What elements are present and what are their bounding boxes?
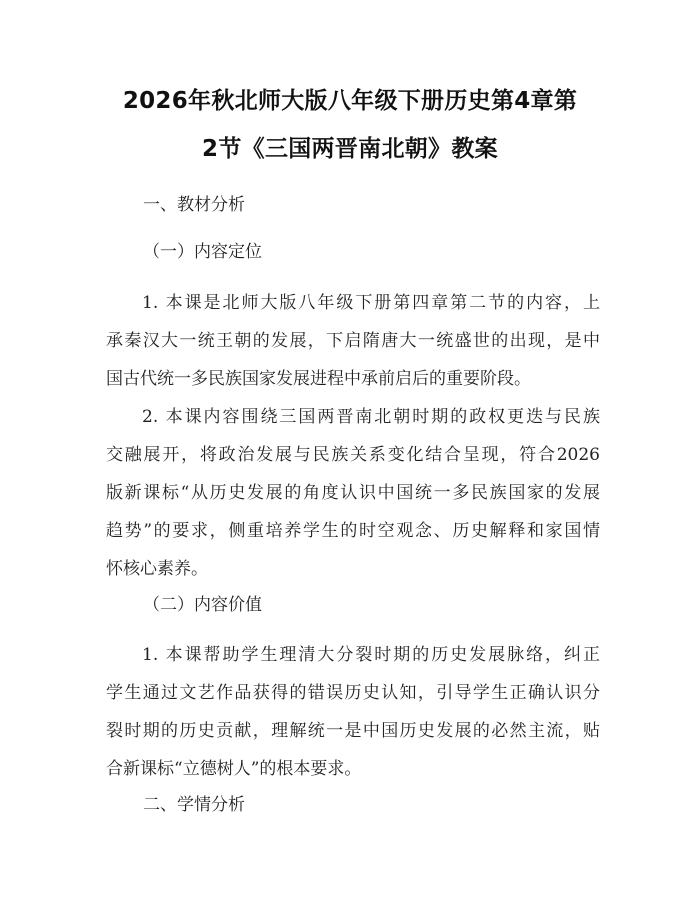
paragraph-3-line-3: 裂时期的历史贡献，理解统一是中国历史发展的必然主流，贴: [106, 721, 600, 741]
subsection-heading-content-value: （二）内容价值: [143, 595, 262, 615]
paragraph-2-line-5: 怀核心素养。: [106, 559, 208, 579]
paragraph-3-line-2: 学生通过文艺作品获得的错误历史认知，引导学生正确认识分: [106, 683, 600, 703]
paragraph-1: [106, 284, 600, 398]
paragraph-2-line-1: 2. 本课内容围绕三国两晋南北朝时期的政权更迭与民族: [142, 407, 600, 427]
paragraph-3-line-4: 合新课标“立德树人”的根本要求。: [106, 759, 362, 779]
paragraph-3-line-1: 1. 本课帮助学生理清大分裂时期的历史发展脉络，纠正: [142, 645, 600, 665]
section-heading-learner-analysis: 二、学情分析: [143, 795, 245, 815]
subsection-heading-content-positioning: （一）内容定位: [143, 242, 262, 262]
paragraph-2: [106, 398, 600, 588]
paragraph-1-line-1: 1. 本课是北师大版八年级下册第四章第二节的内容，上: [142, 293, 600, 313]
paragraph-2-line-4: 趋势”的要求，侧重培养学生的时空观念、历史解释和家国情: [106, 521, 600, 541]
document-title-line-2: 2节《三国两晋南北朝》教案: [202, 136, 498, 162]
paragraph-1-line-2: 承秦汉大一统王朝的发展，下启隋唐大一统盛世的出现，是中: [106, 331, 600, 351]
section-heading-teaching-material-analysis: 一、教材分析: [143, 195, 245, 215]
paragraph-3: [106, 636, 600, 788]
paragraph-1-line-3: 国古代统一多民族国家发展进程中承前启后的重要阶段。: [106, 369, 531, 389]
document-title-line-1: 2026年秋北师大版八年级下册历史第4章第: [122, 88, 578, 114]
paragraph-2-line-2: 交融展开，将政治发展与民族关系变化结合呈现，符合2026: [106, 445, 600, 465]
paragraph-2-line-3: 版新课标“从历史发展的角度认识中国统一多民族国家的发展: [106, 483, 600, 503]
